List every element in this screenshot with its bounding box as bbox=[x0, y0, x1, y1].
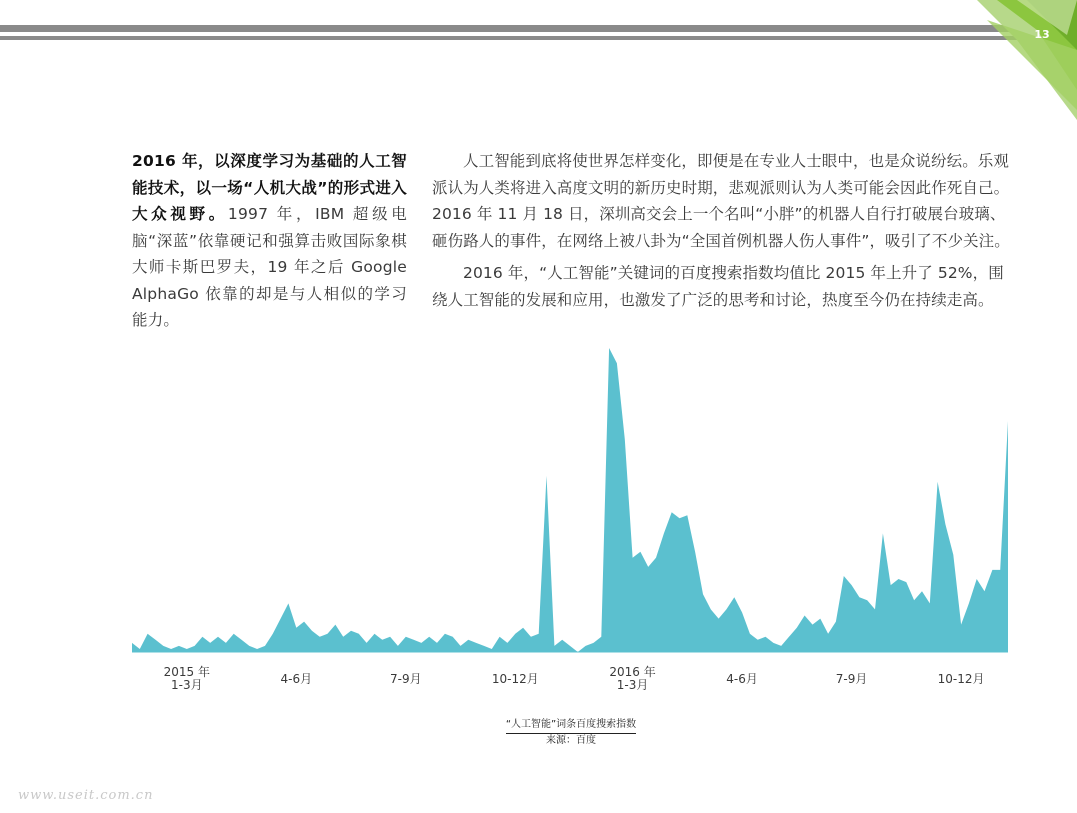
intro-lead: 2016 年，以深度学习为基础的人工智能技术，以一场“人机大战”的形式进入大众视野。 bbox=[132, 152, 407, 223]
x-tick-label: 2016 年 1-3月 bbox=[609, 665, 656, 692]
caption-title: “人工智能”词条百度搜索指数 bbox=[506, 718, 636, 734]
x-tick-label: 2015 年 1-3月 bbox=[163, 665, 210, 692]
x-tick-label: 7-9月 bbox=[835, 672, 868, 686]
chart-caption bbox=[496, 718, 646, 748]
x-tick-label: 10-12月 bbox=[491, 672, 539, 686]
x-tick-label: 7-9月 bbox=[389, 672, 422, 686]
x-tick-label: 4-6月 bbox=[726, 672, 758, 686]
caption-source: 来源：百度 bbox=[546, 735, 596, 746]
page-number: 13 bbox=[1034, 28, 1050, 41]
intro-body: 1997 年，IBM 超级电脑“深蓝”依靠硬记和强算击败国际象棋大师卡斯巴罗夫，19 年之后 Google AlphaGo 依靠的却是与人相似的学习能力。 bbox=[132, 205, 407, 329]
watermark: www.useit.com.cn bbox=[18, 788, 154, 803]
x-tick-label: 4-6月 bbox=[280, 672, 313, 686]
paragraph-1: 人工智能到底将使世界怎样变化，即便是在专业人士眼中，也是众说纷纭。乐观派认为人类将进入高度文明的新历史时期，悲观派则认为人类可能会因此作死自己。2016 年 11 月 18 日，深圳高交会上一个名叫“小胖”的机器人自行打破展台玻璃、砸伤路人的事件，在网络上被八卦为“全国首例机器人伤人事件”，吸引了不少关注。 bbox=[432, 152, 1010, 250]
x-tick-label: 10-12月 bbox=[937, 672, 985, 686]
search-index-area bbox=[132, 348, 1008, 652]
paragraph-2: 2016 年，“人工智能”关键词的百度搜索指数均值比 2015 年上升了 52%，围绕人工智能的发展和应用，也激发了广泛的思考和讨论，热度至今仍在持续走高。 bbox=[432, 264, 1004, 309]
